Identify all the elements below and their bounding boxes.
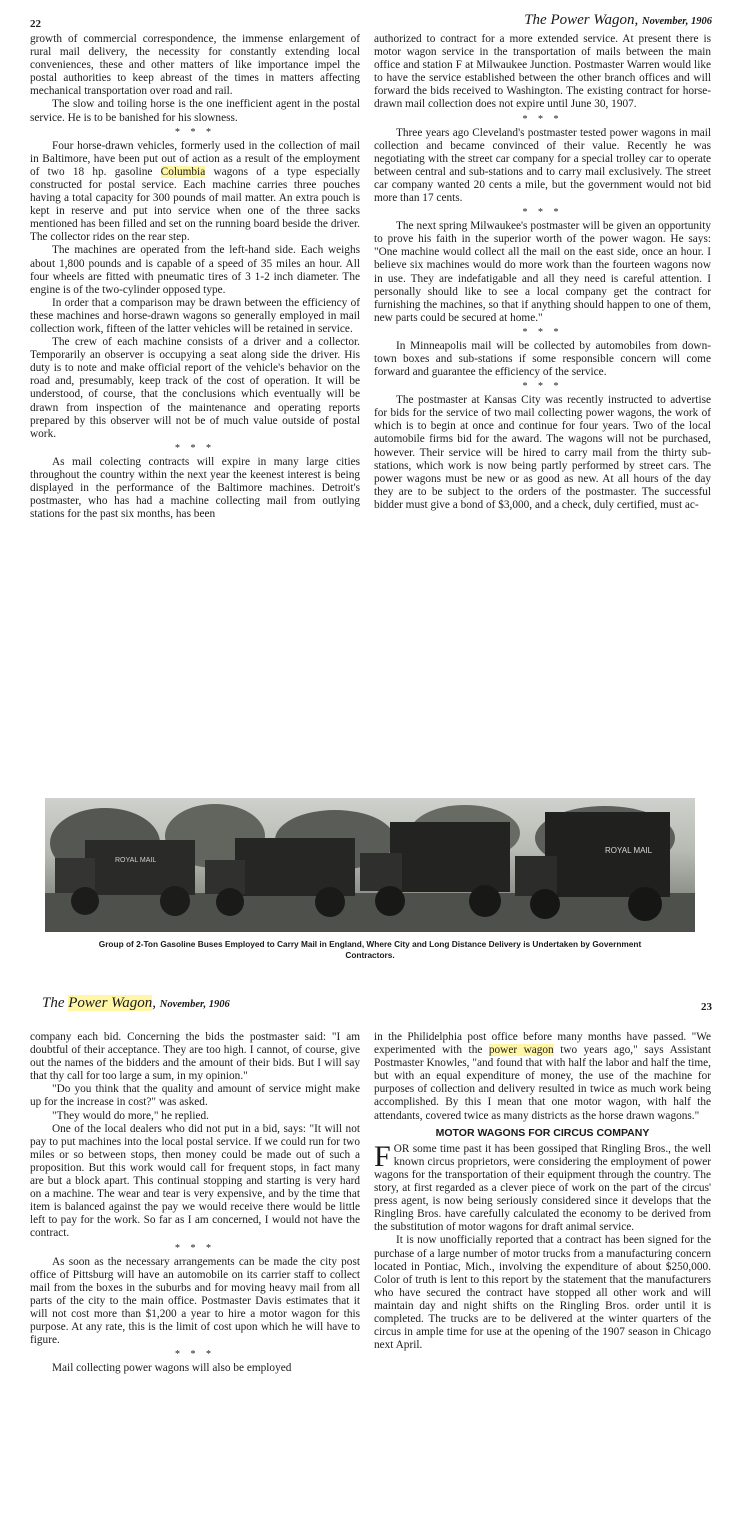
page-header (30, 991, 712, 1017)
page-title (524, 12, 712, 29)
section-divider: * * * (175, 126, 215, 138)
paragraph: As mail colecting contracts will expire in many large cities throughout the country within the next year the keenest interest is being displayed in the performance of the Baltimore machines. Detroit's postmaster, who has had a machine collecting mail from outlying stations for the past six months, has been (30, 455, 360, 521)
photo-caption: Group of 2-Ton Gasoline Buses Employed to Carry Mail in England, Where City and Long Distance Delivery is Undertaken by Government Contractors. (98, 939, 642, 960)
paragraph: The postmaster at Kansas City was recently instructed to advertise for bids for the service of two mail collecting power wagons, the work of which is to begin at once and continue for four years. Two of the local automobile firms bid for the award. The wagons will not be purchased, however. Their service will be hired to carry mail from the thirty sub-stations, which work is now being partly performed by street cars. The power wagons must be new or as good as new. At all hours of the day they are to be subject to the orders of the postmaster. The successful bidder must give a bond of $3,000, and a check, duly certified, must ac- (374, 394, 711, 511)
paragraph: growth of commercial correspondence, the immense enlargement of rural mail delivery, the necessity for constantly extending local conveniences, these and other matters of like importance impel the postal authorities to keep abreast of the times in matters affecting mechanical transportation over road and rail. (30, 33, 360, 98)
paragraph: Mail collecting power wagons will also be employed (52, 1362, 292, 1375)
section-divider: * * * (175, 1242, 215, 1254)
paragraph: "Do you think that the quality and amount of service might make up for the increase in cost?" was asked. (30, 1083, 360, 1109)
right-column (374, 1031, 711, 1536)
paragraph: As soon as the necessary arrangements can be made the city post office of Pittsburg will have an automobile on its carrier staff to collect mail from the boxes in the suburbs and for moving heavy mail from all parts of the city to the main office. Postmaster Davis estimates that it will not cost more than $1,200 a year to hire a motor wagon for this purpose. At any rate, this is the limit of cost upon which he will have to figure. (30, 1255, 360, 1347)
highlighted-term: power wagon (488, 1044, 554, 1057)
vehicle-label: ROYAL MAIL (115, 857, 157, 864)
left-column (30, 1031, 360, 1536)
magazine-title-suffix: , (152, 995, 157, 1011)
royal-mail-vehicles-illustration (45, 798, 695, 932)
vehicle-label: ROYAL MAIL (605, 846, 653, 855)
paragraph: The machines are operated from the left-hand side. Each weighs about 1,800 pounds and is capable of a speed of 35 miles an hour. All four wheels are fitted with pneumatic tires of 3 1-2 inch diameter. The engine is of the two-cylinder opposed type. (30, 244, 360, 296)
paragraph: FOR some time past it has been gossiped that Ringling Bros., the well known circus proprietors, were considering the employment of power wagons for the transportation of their equipment through the country. The story, at first regarded as a clever piece of work on the part of the circus' press agent, is now being seriously considered since it develops that the Ringling Bros. have carefully calculated the economy to be derived from the substitution of motor wagons for draft animal service. (374, 1139, 711, 1234)
magazine-title-highlight: Power Wagon (68, 995, 153, 1011)
paragraph: company each bid. Concerning the bids the postmaster said: "I am doubtful of their acceptance. They are too high. I cannot, of course, give out the names of the bidders and the amount of their bids. But I will say that thy call for too large a sum, in my opinion." (30, 1031, 360, 1083)
article-headline: MOTOR WAGONS FOR CIRCUS COMPANY (435, 1126, 650, 1139)
paragraph: "They would do more," he replied. (52, 1109, 209, 1122)
paragraph: In order that a comparison may be drawn between the efficiency of these machines and horse-drawn wagons so generally employed in mail collection work, fifteen of the latter vehicles will be retained in service. (30, 296, 360, 335)
paragraph: authorized to contract for a more extended service. At present there is motor wagon service in the transportation of mails between the main office and station F at Milwaukee Junction. Postmaster Warren would like to have the service established between the other branch offices and will forward the bids received to Washington. The existing contract for horse-drawn mail collection does not expire until June 30, 1907. (374, 33, 711, 111)
drop-cap: F (374, 1139, 391, 1173)
page-23 (0, 985, 742, 1540)
left-column (30, 33, 360, 793)
issue-date: November, 1906 (642, 16, 712, 27)
magazine-title-prefix: The (42, 995, 69, 1011)
section-divider: * * * (175, 442, 215, 454)
issue-date: November, 1906 (159, 999, 230, 1010)
paragraph: The crew of each machine consists of a driver and a collector. Temporarily an observer is occupying a seat along side the driver. His duty is to note and make official report of the vehicle's behavior on the road and, presumably, keep track of the cost of operation. It will be understood, of course, that the conclusions which eventually will be drawn from inspection of the maintenance and operating reports prepared by this observer will not be of much value outside of postal work. (30, 336, 360, 440)
section-divider: * * * (522, 207, 563, 219)
mail-buses-photo (45, 798, 695, 932)
highlighted-term: Columbia (160, 165, 206, 178)
paragraph: Three years ago Cleveland's postmaster tested power wagons in mail collection and became convinced of their value. Recently he was negotiating with the street car company for a special trolley car to operate between central and sub-stations and to carry mail exclusively. The street car company wanted 20 cents a mile, but the government would not bid more than 17 cents. (374, 126, 711, 205)
paragraph: It is now unofficially reported that a contract has been signed for the purchase of a large number of motor trucks from a manufacturing concern located in Pontiac, Mich., involving the expenditure of about $250,000. Color of truth is lent to this report by the statement that the manufacturers who have secured the contract have stopped all other work and will maintain day and night shifts on the Ringling Bros. order until it is completed. The trucks are to be delivered at the winter quarters of the circus in ample time for use at the opening of the 1907 season in Chicago next April. (374, 1234, 711, 1352)
page-title (42, 995, 230, 1012)
page-number: 23 (701, 1001, 712, 1013)
right-column (374, 33, 711, 793)
section-divider: * * * (522, 381, 563, 393)
section-divider: * * * (522, 326, 563, 338)
paragraph: In Minneapolis mail will be collected by automobiles from down-town boxes and sub-stations if some responsible concern will come forward and guarantee the efficiency of the service. (374, 339, 711, 379)
paragraph: One of the local dealers who did not put in a bid, says: "It will not pay to put machines into the local postal service. If we could run for two miles or so between stops, then money could be made out of such a proposition. But this work would call for frequent stops, in fact many are but a block apart. This continual stopping and starting is very hard on a machine. The wear and tear is very expensive, and by the time that item is balanced against the pay we would receive there would be little left to pay for the work. So far as I am concerned, I would not have the contract. (30, 1122, 360, 1240)
paragraph: in the Philidelphia post office before many months have passed. "We experimented with the power wagon two years ago," says Assistant Postmaster Knowles, "and found that with half the labor and half the time, but with an equal expenditure of money, the use of the machine for purposes of collection and delivery resulted in twice as much work being accomplished. By this I mean that one motor wagon, with half the attendants, covered twice as many districts as the horse drawn wagons." (374, 1031, 711, 1122)
section-divider: * * * (522, 113, 563, 125)
paragraph: Four horse-drawn vehicles, formerly used in the collection of mail in Baltimore, have been put out of action as a result of the employment of two 18 hp. gasoline Columbia wagons of a type especially constructed for postal service. Each machine carries three pouches having a total capacity for 300 pounds of mail matter. An extra pouch is kept in reserve and put into service when one of the three sacks mentioned has been filled and set on the running board beside the driver. The collector rides on the rear step. (30, 139, 360, 244)
section-divider: * * * (175, 1349, 215, 1361)
paragraph: The next spring Milwaukee's postmaster will be given an opportunity to prove his faith in the superior worth of the power wagon. He says: "One machine would collect all the mail on the east side, once an hour. I believe six machines would do more work than the fourteen wagons now in use. They are indefatigable and all they need is careful attention. I personally should like to see a local company get the contract for furnishing the machines, so that if anything should happen to one of them, new parts could be secured at home." (374, 220, 711, 324)
page-header (30, 8, 712, 34)
page-number: 22 (30, 18, 41, 30)
magazine-title: The Power Wagon, (524, 12, 639, 28)
paragraph: The slow and toiling horse is the one inefficient agent in the postal service. He is to be banished for his slowness. (30, 98, 360, 124)
